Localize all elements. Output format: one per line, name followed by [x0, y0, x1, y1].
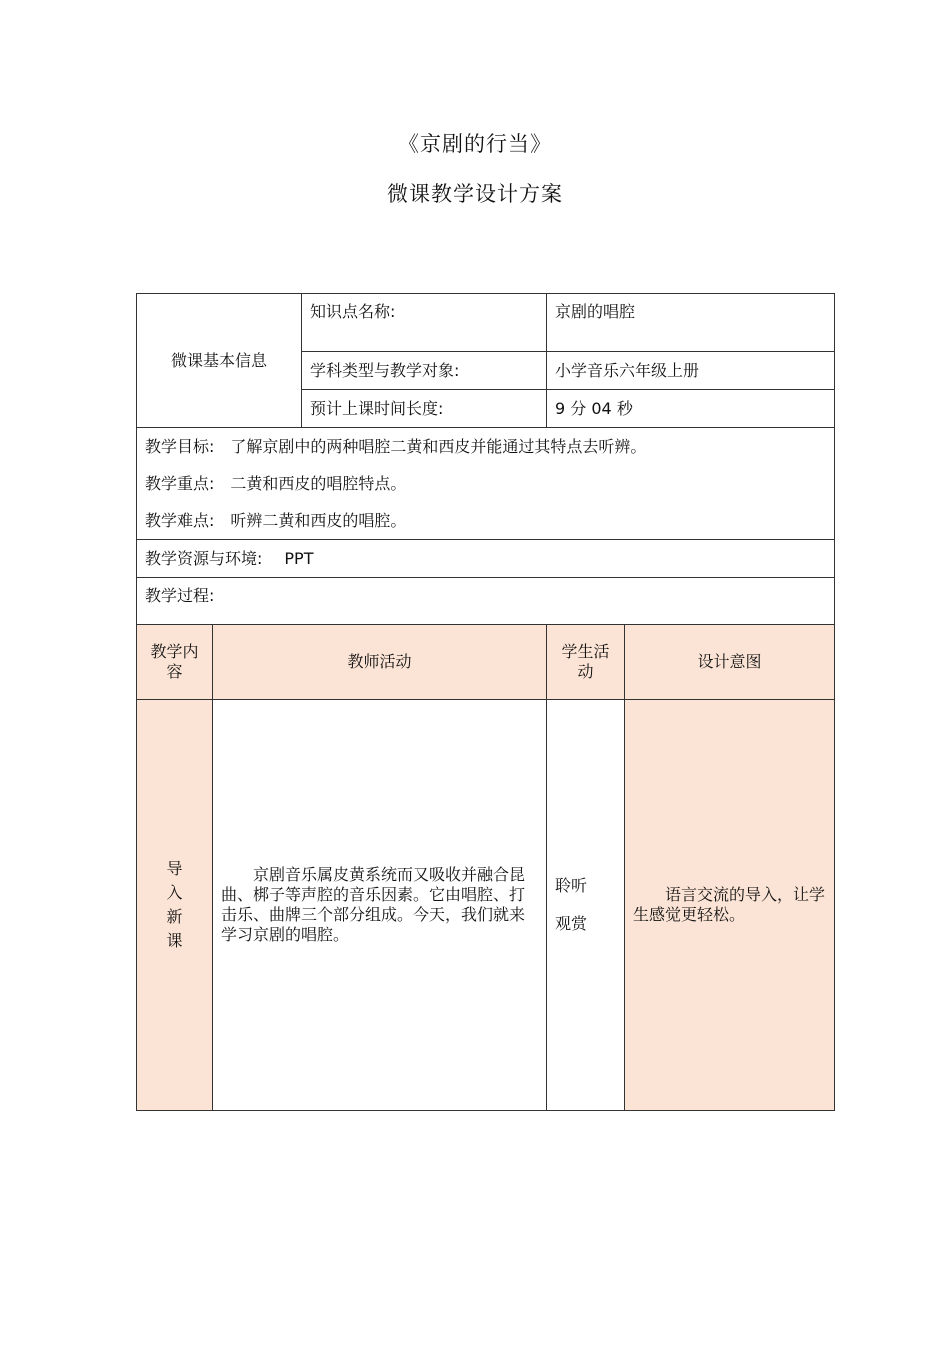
difficulty-line: [145, 502, 826, 539]
header-intent: 设计意图: [625, 625, 835, 700]
info-row-knowledge-point: [137, 294, 835, 352]
knowledge-point-label: 知识点名称:: [302, 294, 547, 352]
key-point-text: 二黄和西皮的唱腔特点。: [230, 474, 407, 493]
student-activity-cell: [547, 700, 625, 1111]
content-char: 新: [166, 907, 183, 926]
difficulty-text: 听辨二黄和西皮的唱腔。: [230, 511, 407, 530]
resources-cell: [137, 540, 835, 578]
process-row: [137, 578, 835, 625]
header-student-line1: 学生活: [561, 642, 610, 661]
process-header-row: [137, 625, 835, 700]
objective-label: 教学目标:: [145, 437, 215, 456]
lesson-plan-table: [136, 293, 835, 1111]
key-point-line: [145, 465, 826, 502]
subject-value: 小学音乐六年级上册: [547, 352, 835, 390]
header-content-line1: 教学内: [150, 642, 199, 661]
content-char: 导: [166, 859, 183, 878]
document-title: 《京剧的行当》: [398, 132, 552, 156]
resources-label: 教学资源与环境:: [145, 548, 263, 568]
knowledge-point-value: 京剧的唱腔: [547, 294, 835, 352]
student-activity-line2: 观赏: [555, 914, 588, 933]
header-content-line2: 容: [166, 662, 183, 681]
design-intent-cell: 语言交流的导入，让学生感觉更轻松。: [625, 700, 835, 1111]
difficulty-label: 教学难点:: [145, 511, 215, 530]
key-point-label: 教学重点:: [145, 474, 215, 493]
goals-cell: [137, 428, 835, 540]
process-label: 教学过程:: [137, 578, 835, 625]
content-char: 课: [166, 931, 183, 950]
basic-info-label: 微课基本信息: [137, 294, 302, 428]
resources-row: [137, 540, 835, 578]
objective-line: [145, 428, 826, 465]
subject-label: 学科类型与教学对象:: [302, 352, 547, 390]
header-teacher: 教师活动: [213, 625, 547, 700]
content-char: 入: [166, 883, 183, 902]
student-activity-line1: 聆听: [555, 876, 588, 895]
header-student-line2: 动: [577, 662, 594, 681]
duration-value: 9 分 04 秒: [547, 390, 835, 428]
objective-text: 了解京剧中的两种唱腔二黄和西皮并能通过其特点去听辨。: [230, 437, 647, 456]
teacher-activity-cell: 京剧音乐属皮黄系统而又吸收并融合昆曲、梆子等声腔的音乐因素。它由唱腔、打击乐、曲牌三个部分组成。今天，我们就来学习京剧的唱腔。: [213, 700, 547, 1111]
header-student: [547, 625, 625, 700]
goals-row: [137, 428, 835, 540]
duration-label: 预计上课时间长度:: [302, 390, 547, 428]
header-content: [137, 625, 213, 700]
resources-value: PPT: [284, 548, 314, 568]
process-body-row: [137, 700, 835, 1111]
content-cell: [137, 700, 213, 1111]
document-subtitle: 微课教学设计方案: [387, 182, 563, 206]
